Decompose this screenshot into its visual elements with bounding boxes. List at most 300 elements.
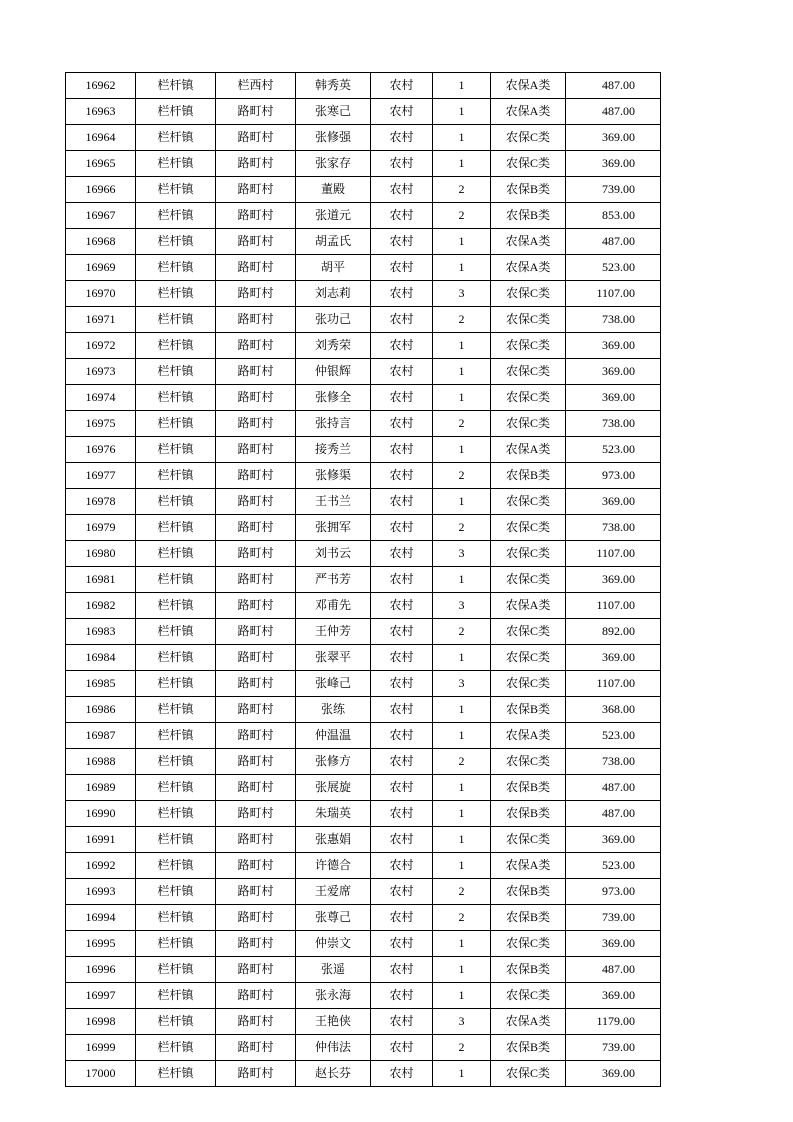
table-cell-residence_type: 农村 xyxy=(371,515,433,541)
table-cell-amount: 973.00 xyxy=(566,463,661,489)
table-cell-person_count: 1 xyxy=(433,801,491,827)
table-cell-residence_type: 农村 xyxy=(371,255,433,281)
table-cell-village: 路町村 xyxy=(216,177,296,203)
table-cell-amount: 523.00 xyxy=(566,255,661,281)
table-row xyxy=(66,983,661,1009)
table-cell-id: 16981 xyxy=(66,567,136,593)
table-cell-insurance_category: 农保C类 xyxy=(491,281,566,307)
table-cell-person_count: 1 xyxy=(433,99,491,125)
table-cell-insurance_category: 农保A类 xyxy=(491,723,566,749)
table-cell-town: 栏杆镇 xyxy=(136,1009,216,1035)
table-cell-town: 栏杆镇 xyxy=(136,73,216,99)
table-cell-id: 16995 xyxy=(66,931,136,957)
table-cell-id: 16963 xyxy=(66,99,136,125)
table-cell-person_name: 张尊己 xyxy=(296,905,371,931)
table-cell-village: 路町村 xyxy=(216,775,296,801)
table-cell-town: 栏杆镇 xyxy=(136,1061,216,1087)
table-cell-village: 路町村 xyxy=(216,749,296,775)
table-row xyxy=(66,333,661,359)
table-cell-person_count: 1 xyxy=(433,697,491,723)
table-cell-village: 路町村 xyxy=(216,333,296,359)
table-cell-person_name: 张修方 xyxy=(296,749,371,775)
table-cell-residence_type: 农村 xyxy=(371,489,433,515)
table-cell-residence_type: 农村 xyxy=(371,619,433,645)
table-cell-town: 栏杆镇 xyxy=(136,541,216,567)
table-cell-town: 栏杆镇 xyxy=(136,879,216,905)
table-cell-id: 16993 xyxy=(66,879,136,905)
table-cell-village: 路町村 xyxy=(216,307,296,333)
table-cell-village: 路町村 xyxy=(216,957,296,983)
table-cell-village: 路町村 xyxy=(216,671,296,697)
table-cell-amount: 369.00 xyxy=(566,645,661,671)
table-cell-person_count: 1 xyxy=(433,73,491,99)
table-cell-amount: 369.00 xyxy=(566,983,661,1009)
table-cell-town: 栏杆镇 xyxy=(136,437,216,463)
table-row xyxy=(66,723,661,749)
table-cell-residence_type: 农村 xyxy=(371,723,433,749)
table-cell-id: 16965 xyxy=(66,151,136,177)
table-cell-id: 16986 xyxy=(66,697,136,723)
table-cell-id: 16987 xyxy=(66,723,136,749)
table-row xyxy=(66,385,661,411)
table-cell-person_count: 2 xyxy=(433,905,491,931)
table-cell-amount: 973.00 xyxy=(566,879,661,905)
table-cell-town: 栏杆镇 xyxy=(136,385,216,411)
table-cell-residence_type: 农村 xyxy=(371,645,433,671)
table-body xyxy=(66,73,661,1087)
table-cell-town: 栏杆镇 xyxy=(136,99,216,125)
table-cell-town: 栏杆镇 xyxy=(136,229,216,255)
table-cell-town: 栏杆镇 xyxy=(136,905,216,931)
table-cell-town: 栏杆镇 xyxy=(136,411,216,437)
table-cell-amount: 487.00 xyxy=(566,99,661,125)
table-cell-residence_type: 农村 xyxy=(371,827,433,853)
table-cell-id: 16964 xyxy=(66,125,136,151)
table-cell-person_count: 3 xyxy=(433,593,491,619)
table-cell-town: 栏杆镇 xyxy=(136,645,216,671)
table-cell-person_name: 张展旋 xyxy=(296,775,371,801)
table-cell-village: 路町村 xyxy=(216,203,296,229)
table-row xyxy=(66,879,661,905)
table-cell-village: 路町村 xyxy=(216,723,296,749)
table-cell-insurance_category: 农保B类 xyxy=(491,177,566,203)
table-cell-town: 栏杆镇 xyxy=(136,333,216,359)
table-cell-insurance_category: 农保C类 xyxy=(491,307,566,333)
table-cell-person_name: 张家存 xyxy=(296,151,371,177)
table-cell-person_count: 1 xyxy=(433,827,491,853)
table-cell-residence_type: 农村 xyxy=(371,775,433,801)
table-cell-insurance_category: 农保C类 xyxy=(491,749,566,775)
table-row xyxy=(66,541,661,567)
table-cell-town: 栏杆镇 xyxy=(136,255,216,281)
table-cell-town: 栏杆镇 xyxy=(136,723,216,749)
table-cell-person_count: 2 xyxy=(433,749,491,775)
table-row xyxy=(66,151,661,177)
table-cell-person_count: 1 xyxy=(433,957,491,983)
table-cell-insurance_category: 农保C类 xyxy=(491,515,566,541)
table-cell-amount: 523.00 xyxy=(566,437,661,463)
table-row xyxy=(66,645,661,671)
table-cell-village: 栏西村 xyxy=(216,73,296,99)
table-row xyxy=(66,697,661,723)
insurance-roster-table xyxy=(65,72,661,1087)
table-row xyxy=(66,203,661,229)
table-cell-village: 路町村 xyxy=(216,853,296,879)
table-cell-insurance_category: 农保B类 xyxy=(491,905,566,931)
table-cell-village: 路町村 xyxy=(216,385,296,411)
table-cell-person_count: 3 xyxy=(433,1009,491,1035)
table-cell-town: 栏杆镇 xyxy=(136,827,216,853)
table-cell-village: 路町村 xyxy=(216,567,296,593)
table-cell-insurance_category: 农保C类 xyxy=(491,541,566,567)
table-cell-id: 16982 xyxy=(66,593,136,619)
table-cell-person_name: 王爱席 xyxy=(296,879,371,905)
table-row xyxy=(66,593,661,619)
table-cell-amount: 368.00 xyxy=(566,697,661,723)
table-cell-amount: 487.00 xyxy=(566,229,661,255)
table-cell-amount: 738.00 xyxy=(566,411,661,437)
table-cell-id: 16978 xyxy=(66,489,136,515)
table-cell-insurance_category: 农保C类 xyxy=(491,125,566,151)
table-cell-id: 16997 xyxy=(66,983,136,1009)
table-cell-residence_type: 农村 xyxy=(371,567,433,593)
table-cell-person_name: 刘书云 xyxy=(296,541,371,567)
table-cell-person_count: 2 xyxy=(433,619,491,645)
table-cell-amount: 369.00 xyxy=(566,827,661,853)
table-cell-id: 16980 xyxy=(66,541,136,567)
table-row xyxy=(66,957,661,983)
table-cell-person_name: 张拥军 xyxy=(296,515,371,541)
table-cell-amount: 369.00 xyxy=(566,385,661,411)
table-cell-insurance_category: 农保C类 xyxy=(491,931,566,957)
table-cell-town: 栏杆镇 xyxy=(136,957,216,983)
table-cell-person_name: 邓甫先 xyxy=(296,593,371,619)
table-cell-amount: 369.00 xyxy=(566,567,661,593)
table-cell-village: 路町村 xyxy=(216,983,296,1009)
table-cell-person_name: 王仲芳 xyxy=(296,619,371,645)
table-cell-insurance_category: 农保C类 xyxy=(491,827,566,853)
table-cell-person_name: 王书兰 xyxy=(296,489,371,515)
table-cell-residence_type: 农村 xyxy=(371,697,433,723)
table-cell-id: 16983 xyxy=(66,619,136,645)
table-cell-town: 栏杆镇 xyxy=(136,125,216,151)
table-row xyxy=(66,255,661,281)
table-cell-id: 16962 xyxy=(66,73,136,99)
table-cell-residence_type: 农村 xyxy=(371,905,433,931)
table-cell-residence_type: 农村 xyxy=(371,437,433,463)
table-cell-person_count: 2 xyxy=(433,463,491,489)
table-cell-village: 路町村 xyxy=(216,281,296,307)
table-cell-person_name: 严书芳 xyxy=(296,567,371,593)
table-cell-amount: 738.00 xyxy=(566,515,661,541)
table-cell-residence_type: 农村 xyxy=(371,99,433,125)
table-cell-amount: 487.00 xyxy=(566,775,661,801)
table-cell-village: 路町村 xyxy=(216,801,296,827)
table-cell-insurance_category: 农保A类 xyxy=(491,593,566,619)
table-cell-amount: 1107.00 xyxy=(566,541,661,567)
table-cell-residence_type: 农村 xyxy=(371,1061,433,1087)
table-cell-residence_type: 农村 xyxy=(371,281,433,307)
table-cell-residence_type: 农村 xyxy=(371,151,433,177)
table-row xyxy=(66,567,661,593)
table-cell-person_name: 张修强 xyxy=(296,125,371,151)
table-cell-person_count: 1 xyxy=(433,255,491,281)
table-cell-person_name: 张遥 xyxy=(296,957,371,983)
table-cell-residence_type: 农村 xyxy=(371,177,433,203)
table-cell-amount: 1107.00 xyxy=(566,671,661,697)
table-cell-village: 路町村 xyxy=(216,541,296,567)
table-cell-town: 栏杆镇 xyxy=(136,151,216,177)
table-cell-person_name: 胡平 xyxy=(296,255,371,281)
table-row xyxy=(66,1009,661,1035)
table-cell-town: 栏杆镇 xyxy=(136,177,216,203)
table-cell-amount: 738.00 xyxy=(566,749,661,775)
table-cell-residence_type: 农村 xyxy=(371,385,433,411)
table-cell-town: 栏杆镇 xyxy=(136,801,216,827)
table-cell-town: 栏杆镇 xyxy=(136,489,216,515)
table-cell-amount: 738.00 xyxy=(566,307,661,333)
table-row xyxy=(66,515,661,541)
table-cell-id: 16988 xyxy=(66,749,136,775)
table-cell-insurance_category: 农保C类 xyxy=(491,567,566,593)
table-row xyxy=(66,853,661,879)
table-cell-insurance_category: 农保C类 xyxy=(491,1061,566,1087)
table-cell-village: 路町村 xyxy=(216,99,296,125)
table-row xyxy=(66,99,661,125)
table-cell-id: 16975 xyxy=(66,411,136,437)
table-row xyxy=(66,749,661,775)
table-cell-person_count: 1 xyxy=(433,385,491,411)
table-cell-village: 路町村 xyxy=(216,905,296,931)
table-row xyxy=(66,619,661,645)
table-cell-insurance_category: 农保B类 xyxy=(491,775,566,801)
table-cell-residence_type: 农村 xyxy=(371,73,433,99)
table-cell-residence_type: 农村 xyxy=(371,411,433,437)
table-cell-village: 路町村 xyxy=(216,229,296,255)
table-cell-person_name: 王艳侠 xyxy=(296,1009,371,1035)
table-cell-person_count: 3 xyxy=(433,281,491,307)
table-cell-person_count: 2 xyxy=(433,177,491,203)
table-cell-residence_type: 农村 xyxy=(371,1035,433,1061)
table-row xyxy=(66,671,661,697)
table-cell-residence_type: 农村 xyxy=(371,879,433,905)
table-cell-town: 栏杆镇 xyxy=(136,515,216,541)
table-cell-id: 16966 xyxy=(66,177,136,203)
table-cell-insurance_category: 农保A类 xyxy=(491,1009,566,1035)
table-cell-town: 栏杆镇 xyxy=(136,619,216,645)
table-cell-insurance_category: 农保C类 xyxy=(491,359,566,385)
table-cell-person_count: 1 xyxy=(433,983,491,1009)
table-row xyxy=(66,1061,661,1087)
table-cell-id: 16979 xyxy=(66,515,136,541)
table-cell-id: 16984 xyxy=(66,645,136,671)
table-cell-amount: 739.00 xyxy=(566,177,661,203)
table-cell-town: 栏杆镇 xyxy=(136,853,216,879)
table-cell-person_count: 2 xyxy=(433,411,491,437)
table-cell-village: 路町村 xyxy=(216,645,296,671)
table-cell-insurance_category: 农保C类 xyxy=(491,489,566,515)
table-cell-person_count: 2 xyxy=(433,1035,491,1061)
table-cell-residence_type: 农村 xyxy=(371,983,433,1009)
table-cell-amount: 853.00 xyxy=(566,203,661,229)
table-cell-person_count: 1 xyxy=(433,1061,491,1087)
table-row xyxy=(66,177,661,203)
table-cell-residence_type: 农村 xyxy=(371,307,433,333)
table-cell-insurance_category: 农保A类 xyxy=(491,853,566,879)
table-cell-id: 16999 xyxy=(66,1035,136,1061)
table-cell-person_count: 2 xyxy=(433,515,491,541)
table-cell-person_count: 1 xyxy=(433,437,491,463)
table-cell-person_count: 1 xyxy=(433,489,491,515)
table-cell-village: 路町村 xyxy=(216,619,296,645)
table-row xyxy=(66,931,661,957)
table-cell-town: 栏杆镇 xyxy=(136,281,216,307)
table-cell-person_name: 张修渠 xyxy=(296,463,371,489)
table-cell-person_name: 仲崇文 xyxy=(296,931,371,957)
table-cell-residence_type: 农村 xyxy=(371,593,433,619)
table-cell-residence_type: 农村 xyxy=(371,671,433,697)
table-cell-person_name: 张寒己 xyxy=(296,99,371,125)
table-cell-residence_type: 农村 xyxy=(371,749,433,775)
table-cell-person_count: 1 xyxy=(433,359,491,385)
table-cell-town: 栏杆镇 xyxy=(136,749,216,775)
table-cell-id: 16985 xyxy=(66,671,136,697)
table-cell-insurance_category: 农保C类 xyxy=(491,411,566,437)
table-cell-town: 栏杆镇 xyxy=(136,593,216,619)
table-cell-insurance_category: 农保B类 xyxy=(491,957,566,983)
table-cell-village: 路町村 xyxy=(216,1009,296,1035)
table-cell-insurance_category: 农保C类 xyxy=(491,151,566,177)
table-cell-insurance_category: 农保B类 xyxy=(491,879,566,905)
table-row xyxy=(66,229,661,255)
table-cell-residence_type: 农村 xyxy=(371,1009,433,1035)
table-cell-id: 17000 xyxy=(66,1061,136,1087)
table-row xyxy=(66,359,661,385)
table-cell-id: 16970 xyxy=(66,281,136,307)
table-cell-village: 路町村 xyxy=(216,1061,296,1087)
table-cell-residence_type: 农村 xyxy=(371,359,433,385)
table-cell-village: 路町村 xyxy=(216,463,296,489)
table-cell-village: 路町村 xyxy=(216,489,296,515)
table-cell-residence_type: 农村 xyxy=(371,541,433,567)
table-cell-insurance_category: 农保B类 xyxy=(491,801,566,827)
table-row xyxy=(66,801,661,827)
table-cell-town: 栏杆镇 xyxy=(136,671,216,697)
table-cell-person_name: 张练 xyxy=(296,697,371,723)
table-cell-amount: 369.00 xyxy=(566,333,661,359)
table-cell-residence_type: 农村 xyxy=(371,203,433,229)
table-cell-amount: 369.00 xyxy=(566,359,661,385)
table-cell-town: 栏杆镇 xyxy=(136,463,216,489)
table-cell-id: 16971 xyxy=(66,307,136,333)
table-cell-insurance_category: 农保A类 xyxy=(491,73,566,99)
table-cell-residence_type: 农村 xyxy=(371,125,433,151)
table-cell-village: 路町村 xyxy=(216,151,296,177)
table-cell-insurance_category: 农保C类 xyxy=(491,983,566,1009)
table-cell-residence_type: 农村 xyxy=(371,931,433,957)
table-cell-amount: 369.00 xyxy=(566,125,661,151)
table-cell-village: 路町村 xyxy=(216,125,296,151)
table-cell-town: 栏杆镇 xyxy=(136,359,216,385)
table-cell-insurance_category: 农保C类 xyxy=(491,645,566,671)
table-row xyxy=(66,307,661,333)
table-cell-insurance_category: 农保C类 xyxy=(491,619,566,645)
table-cell-town: 栏杆镇 xyxy=(136,775,216,801)
table-cell-person_count: 1 xyxy=(433,645,491,671)
table-row xyxy=(66,463,661,489)
table-cell-id: 16972 xyxy=(66,333,136,359)
table-cell-residence_type: 农村 xyxy=(371,229,433,255)
table-cell-insurance_category: 农保B类 xyxy=(491,463,566,489)
table-cell-insurance_category: 农保A类 xyxy=(491,437,566,463)
table-cell-id: 16974 xyxy=(66,385,136,411)
table-row xyxy=(66,73,661,99)
table-row xyxy=(66,775,661,801)
table-cell-amount: 739.00 xyxy=(566,905,661,931)
table-cell-residence_type: 农村 xyxy=(371,957,433,983)
table-cell-person_name: 刘秀荣 xyxy=(296,333,371,359)
table-cell-village: 路町村 xyxy=(216,697,296,723)
table-cell-residence_type: 农村 xyxy=(371,801,433,827)
table-cell-id: 16990 xyxy=(66,801,136,827)
table-cell-person_count: 1 xyxy=(433,723,491,749)
table-cell-town: 栏杆镇 xyxy=(136,931,216,957)
table-cell-id: 16967 xyxy=(66,203,136,229)
table-row xyxy=(66,1035,661,1061)
table-cell-person_name: 赵长芬 xyxy=(296,1061,371,1087)
table-cell-town: 栏杆镇 xyxy=(136,697,216,723)
table-cell-person_name: 张永海 xyxy=(296,983,371,1009)
table-cell-person_count: 1 xyxy=(433,333,491,359)
table-cell-village: 路町村 xyxy=(216,879,296,905)
table-cell-amount: 487.00 xyxy=(566,801,661,827)
table-cell-insurance_category: 农保B类 xyxy=(491,203,566,229)
table-cell-person_name: 张修全 xyxy=(296,385,371,411)
table-cell-id: 16992 xyxy=(66,853,136,879)
table-cell-amount: 369.00 xyxy=(566,489,661,515)
table-cell-person_name: 张翠平 xyxy=(296,645,371,671)
table-cell-person_name: 胡孟氏 xyxy=(296,229,371,255)
table-cell-person_name: 董殿 xyxy=(296,177,371,203)
table-cell-amount: 739.00 xyxy=(566,1035,661,1061)
table-cell-id: 16973 xyxy=(66,359,136,385)
table-cell-amount: 892.00 xyxy=(566,619,661,645)
table-cell-insurance_category: 农保B类 xyxy=(491,1035,566,1061)
table-cell-person_count: 2 xyxy=(433,879,491,905)
table-row xyxy=(66,411,661,437)
table-cell-amount: 487.00 xyxy=(566,957,661,983)
table-cell-amount: 369.00 xyxy=(566,151,661,177)
table-cell-id: 16976 xyxy=(66,437,136,463)
table-cell-amount: 369.00 xyxy=(566,1061,661,1087)
table-cell-person_name: 许德合 xyxy=(296,853,371,879)
table-row xyxy=(66,437,661,463)
table-cell-id: 16969 xyxy=(66,255,136,281)
table-cell-residence_type: 农村 xyxy=(371,853,433,879)
table-cell-person_name: 接秀兰 xyxy=(296,437,371,463)
table-cell-village: 路町村 xyxy=(216,593,296,619)
table-cell-id: 16977 xyxy=(66,463,136,489)
table-cell-person_count: 1 xyxy=(433,775,491,801)
table-cell-person_name: 仲温温 xyxy=(296,723,371,749)
table-cell-village: 路町村 xyxy=(216,359,296,385)
table-cell-person_count: 1 xyxy=(433,125,491,151)
table-cell-person_count: 2 xyxy=(433,203,491,229)
table-cell-residence_type: 农村 xyxy=(371,333,433,359)
table-cell-id: 16991 xyxy=(66,827,136,853)
table-cell-person_count: 1 xyxy=(433,567,491,593)
table-cell-person_name: 张持言 xyxy=(296,411,371,437)
